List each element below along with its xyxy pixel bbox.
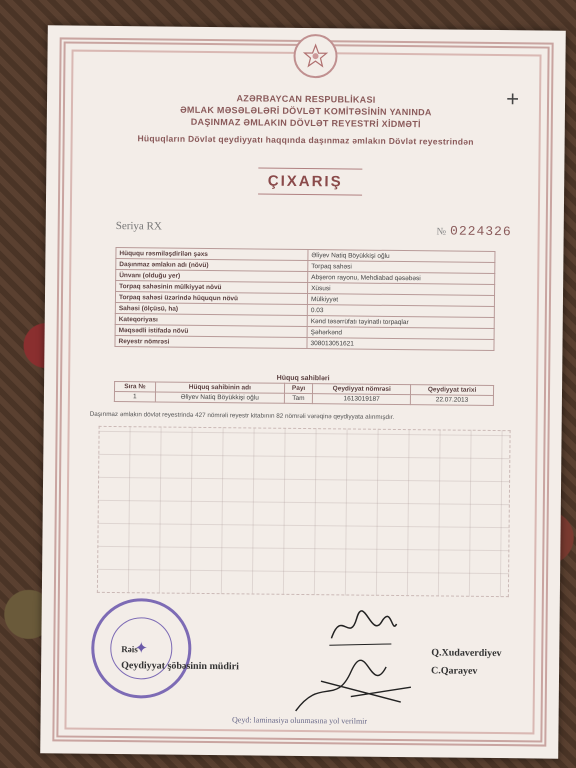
owners-column-header: Qeydiyyat tarixi — [411, 385, 494, 396]
department-head-label: Qeydiyyat şöbəsinin müdiri — [121, 660, 239, 673]
site-plan-area — [97, 426, 511, 597]
info-value: Xüsusi — [308, 283, 495, 296]
info-label: Kateqoriyası — [115, 314, 307, 327]
info-label: Sahəsi (ölçüsü, ha) — [115, 303, 307, 316]
signature-2 — [291, 656, 422, 717]
signer-name-2: C.Qarayev — [431, 665, 478, 677]
stamp-emblem-icon: ✦ — [110, 617, 173, 680]
header-committee: ƏMLAK MƏSƏLƏLƏRİ DÖVLƏT KOMİTƏSİNİN YANINDA — [180, 104, 432, 118]
chief-label: Rəis — [121, 644, 138, 655]
owners-column-header: Qeydiyyat nömrəsi — [313, 384, 411, 395]
owners-cell: Əliyev Natiq Böyükkişi oğlu — [155, 392, 284, 403]
number-sign: № — [436, 226, 447, 238]
info-value: Kənd təsərrüfatı təyinatlı torpaqlar — [307, 316, 494, 329]
registry-note: Daşınmaz əmlakın dövlət reyestrində 427 nömrəli reyestr kitabının 82 nömrəli vərəqinə qeydiyyata alınmışdır. — [89, 410, 395, 421]
number-value: 0224326 — [450, 223, 512, 240]
series-label: Seriya RX — [115, 220, 162, 233]
info-label: Reyestr nömrəsi — [115, 336, 307, 349]
owners-column-header: Sıra № — [114, 382, 155, 392]
owners-title: Hüquq sahibləri — [276, 374, 330, 383]
header-country: AZƏRBAYCAN RESPUBLİKASI — [236, 93, 376, 105]
handwritten-mark: + — [506, 86, 520, 112]
owners-cell: 1613019187 — [313, 394, 411, 405]
info-value: 308013051621 — [307, 338, 494, 351]
info-label: Torpaq sahəsinin mülkiyyət növü — [116, 281, 308, 294]
info-value: Mülkiyyət — [307, 294, 494, 307]
info-value: Torpaq sahəsi — [308, 261, 495, 274]
info-label: Məqsədli istifadə növü — [115, 325, 307, 338]
info-label: Hüququ rəsmiləşdirilən şəxs — [116, 248, 308, 261]
info-label: Ünvanı (olduğu yer) — [116, 270, 308, 283]
signer-name-1: Q.Xudaverdiyev — [431, 647, 502, 660]
lamination-note: Qeyd: laminasiya olunmasına yol verilmir — [231, 715, 368, 726]
official-stamp — [91, 598, 192, 699]
document-number — [436, 223, 511, 239]
owners-cell: Tam — [284, 393, 313, 403]
document-sheet — [40, 25, 566, 758]
document-title: ÇIXARIŞ — [267, 172, 343, 191]
owners-column-header: Payı — [284, 383, 313, 393]
signature-1 — [321, 603, 401, 652]
state-emblem-icon — [293, 34, 337, 78]
info-value: 0.03 — [307, 305, 494, 318]
info-label: Daşınmaz əmlakın adı (növü) — [116, 259, 308, 272]
owners-table — [114, 381, 494, 406]
header-subtitle: Hüquqların Dövlət qeydiyyatı haqqında daşınmaz əmlakın Dövlət reyestrindən — [137, 133, 474, 147]
owners-cell: 22.07.2013 — [411, 395, 494, 406]
owners-column-header: Hüquq sahibinin adı — [155, 382, 284, 393]
info-value: Şəhərkənd — [307, 327, 494, 340]
property-info-table — [114, 247, 495, 351]
info-value: Əliyev Natiq Böyükkişi oğlu — [308, 250, 495, 263]
info-label: Torpaq sahəsi üzərində hüququn növü — [115, 292, 307, 305]
info-value: Abşeron rayonu, Mehdiabad qəsəbəsi — [308, 272, 495, 285]
owners-cell: 1 — [114, 392, 155, 402]
header-service: DAŞINMAZ ƏMLAKIN DÖVLƏT REYESTRİ XİDMƏTİ — [190, 116, 421, 130]
